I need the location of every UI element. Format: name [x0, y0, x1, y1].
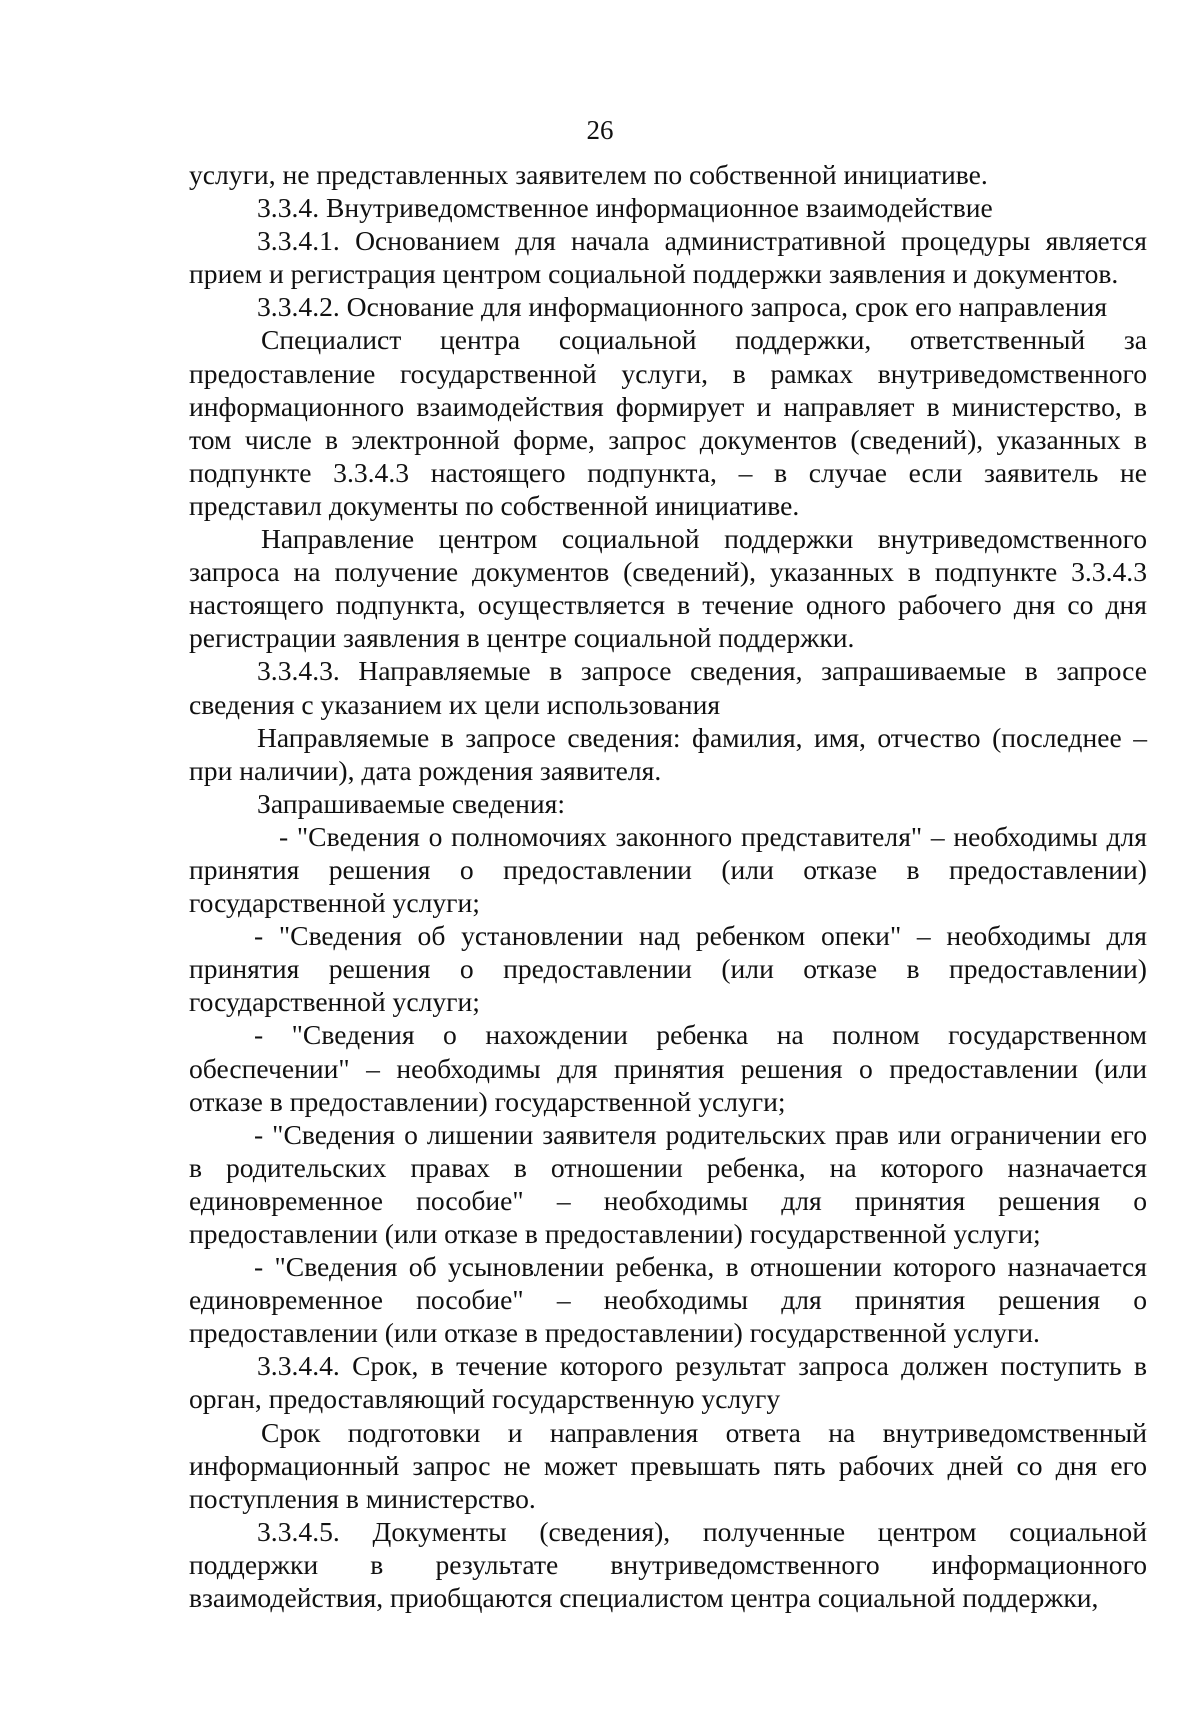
paragraph-requested-info-heading: Запрашиваемые сведения: — [257, 787, 566, 819]
section-heading-3-3-4-4: 3.3.4.4. Срок, в течение которого результат запроса должен поступить в орган, предоставляющий государственную услугу — [189, 1350, 1147, 1415]
paragraph-continuation: услуги, не представленных заявителем по собственной инициативе. — [189, 159, 988, 190]
paragraph-response-term: Срок подготовки и направления ответа на внутриведомственный информационный запрос не может превышать пять рабочих дней со дня его поступления в министерство. — [189, 1416, 1147, 1514]
list-item: - "Сведения о полномочиях законного представителя" – необходимы для принятия решения о предоставлении (или отказе в предоставлении) государственной услуги; — [189, 820, 1147, 919]
list-item: - "Сведения о лишении заявителя родительских прав или ограничении его в родительских правах в отношении ребенка, на которого назначается единовременное пособие" – необходимы для принятия решения о предоставлении (или отказе в предоставлении) государственной услуги; — [189, 1118, 1147, 1249]
paragraph-request-direction: Направление центром социальной поддержки внутриведомственного запроса на получение документов (сведений), указанных в подпункте 3.3.4.3 настоящего подпункта, осуществляется в течение одного рабочего дня со дня регистрации заявления в центре социальной поддержки. — [189, 523, 1147, 654]
page-number: 26 — [586, 115, 614, 145]
list-item: - "Сведения об установлении над ребенком опеки" – необходимы для принятия решения о предоставлении (или отказе в предоставлении) государственной услуги; — [189, 920, 1147, 1018]
document-body — [189, 158, 1147, 1614]
paragraph-specialist: Специалист центра социальной поддержки, ответственный за предоставление государственной услуги, в рамках внутриведомственного информационного взаимодействия формирует и направляет в министерство, в том числе в электронной форме, запрос документов (сведений), указанных в подпункте 3.3.4.3 настоящего подпункта, – в случае если заявитель не представил документы по собственной инициативе. — [189, 324, 1147, 521]
list-item: - "Сведения о нахождении ребенка на полном государственном обеспечении" – необходимы для принятия решения о предоставлении (или отказе в предоставлении) государственной услуги; — [189, 1019, 1147, 1117]
list-item: - "Сведения об усыновлении ребенка, в отношении которого назначается единовременное пособие" – необходимы для принятия решения о предоставлении (или отказе в предоставлении) государственной услуги. — [189, 1251, 1147, 1349]
paragraph-3-3-4-5: 3.3.4.5. Документы (сведения), полученные центром социальной поддержки в результате внутриведомственного информационного взаимодействия, приобщаются специалистом центра социальной поддержки, — [189, 1515, 1147, 1614]
section-heading-3-3-4: 3.3.4. Внутриведомственное информационное взаимодействие — [257, 192, 993, 224]
section-heading-3-3-4-3: 3.3.4.3. Направляемые в запросе сведения, запрашиваемые в запросе сведения с указанием их цели использования — [189, 655, 1147, 720]
paragraph-sent-info: Направляемые в запросе сведения: фамилия, имя, отчество (последнее – при наличии), дата рождения заявителя. — [189, 721, 1147, 786]
paragraph-3-3-4-1: 3.3.4.1. Основанием для начала административной процедуры является прием и регистрация центром социальной поддержки заявления и документов. — [189, 225, 1147, 290]
section-heading-3-3-4-2: 3.3.4.2. Основание для информационного запроса, срок его направления — [257, 291, 1108, 323]
